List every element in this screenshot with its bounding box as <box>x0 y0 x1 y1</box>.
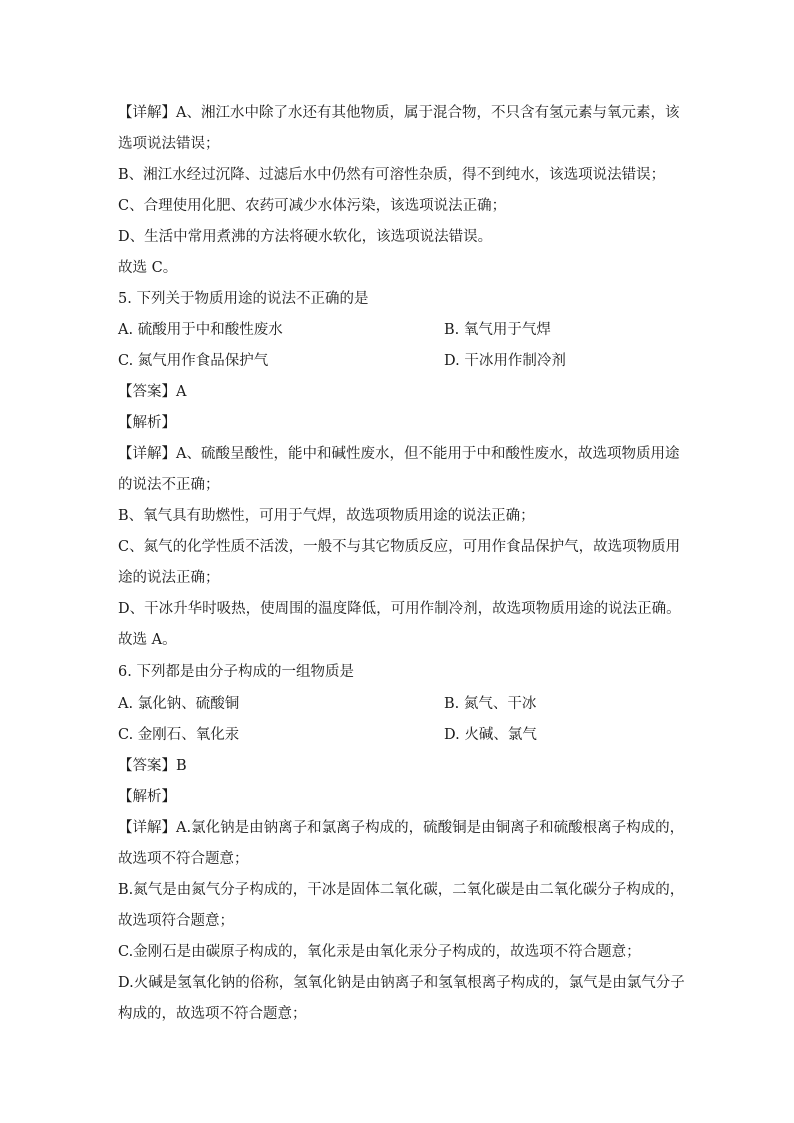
q5-detail-c-line1: C、氮气的化学性质不活泼，一般不与其它物质反应，可用作食品保护气，故选项物质用 <box>118 539 681 555</box>
q4-detail-c: C、合理使用化肥、农药可减少水体污染，该选项说法正确； <box>118 198 507 214</box>
q6-option-b: B. 氮气、干冰 <box>444 696 537 712</box>
q4-detail-a-line2: 选项说法错误； <box>118 136 220 152</box>
q5-detail-c-line2: 途的说法正确； <box>118 570 220 586</box>
q5-option-b: B. 氧气用于气焊 <box>444 322 551 338</box>
q4-detail-a-line1: 【详解】A、湘江水中除了水还有其他物质，属于混合物，不只含有氢元素与氧元素，该 <box>118 105 680 121</box>
q6-detail-b-line2: 故选项符合题意； <box>118 913 234 929</box>
q6-analysis-heading: 【解析】 <box>118 789 176 805</box>
q5-option-d: D. 干冰用作制冷剂 <box>444 353 566 369</box>
q6-answer: 【答案】B <box>118 758 187 774</box>
q4-detail-d: D、生活中常用煮沸的方法将硬水软化，该选项说法错误。 <box>118 229 493 245</box>
q5-detail-b: B、氧气具有助燃性，可用于气焊，故选项物质用途的说法正确； <box>118 508 535 524</box>
q5-question: 5. 下列关于物质用途的说法不正确的是 <box>118 291 369 307</box>
q6-detail-a-line1: 【详解】A.氯化钠是由钠离子和氯离子构成的，硫酸铜是由铜离子和硫酸根离子构成的， <box>118 820 685 836</box>
q5-option-c: C. 氮气用作食品保护气 <box>118 353 269 369</box>
q4-conclusion: 故选 C。 <box>118 260 178 276</box>
q5-answer: 【答案】A <box>118 384 187 400</box>
q6-option-a: A. 氯化钠、硫酸铜 <box>118 696 240 712</box>
q6-detail-a-line2: 故选项不符合题意； <box>118 851 249 867</box>
q6-question: 6. 下列都是由分子构成的一组物质是 <box>118 664 354 680</box>
q6-detail-d-line1: D.火碱是氢氧化钠的俗称，氢氧化钠是由钠离子和氢氧根离子构成的，氯气是由氯气分子 <box>118 975 685 991</box>
q6-detail-d-line2: 构成的，故选项不符合题意； <box>118 1006 307 1022</box>
q6-detail-b-line1: B.氮气是由氮气分子构成的，干冰是固体二氧化碳，二氧化碳是由二氧化碳分子构成的， <box>118 882 685 898</box>
q4-detail-b: B、湘江水经过沉降、过滤后水中仍然有可溶性杂质，得不到纯水，该选项说法错误； <box>118 167 666 183</box>
q6-detail-c: C.金刚石是由碳原子构成的，氧化汞是由氧化汞分子构成的，故选项不符合题意； <box>118 944 641 960</box>
q5-detail-a-line2: 的说法不正确； <box>118 477 220 493</box>
q6-option-c: C. 金刚石、氧化汞 <box>118 727 240 743</box>
q5-detail-a-line1: 【详解】A、硫酸呈酸性，能中和碱性废水，但不能用于中和酸性废水，故选项物质用途 <box>118 446 680 462</box>
q5-detail-d: D、干冰升华时吸热，使周围的温度降低，可用作制冷剂，故选项物质用途的说法正确。 <box>118 601 681 617</box>
q5-analysis-heading: 【解析】 <box>118 415 176 431</box>
q5-conclusion: 故选 A。 <box>118 632 177 648</box>
q6-option-d: D. 火碱、氯气 <box>444 727 537 743</box>
q5-option-a: A. 硫酸用于中和酸性废水 <box>118 322 283 338</box>
